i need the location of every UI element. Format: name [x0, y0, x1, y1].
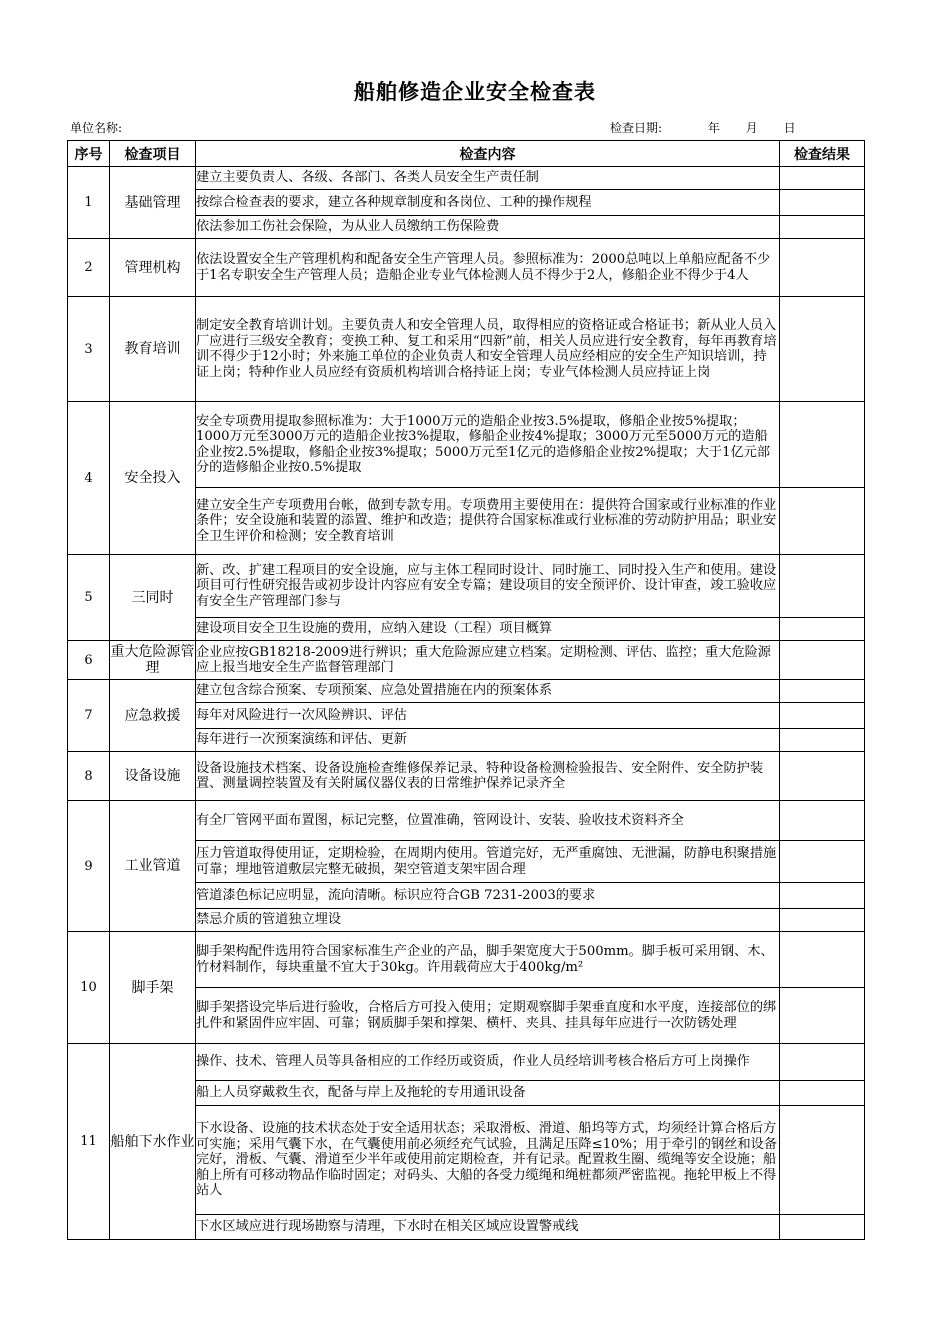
- section-category: 重大危险源管理: [110, 641, 196, 680]
- check-item-text: 压力管道取得使用证，定期检验，在周期内使用。管道完好，无严重腐蚀、无泄漏，防静电积聚措施可靠；埋地管道敷层完整无破损，架空管道支架牢固合理: [196, 846, 777, 877]
- section-number: 1: [68, 167, 110, 239]
- check-item: [196, 752, 780, 801]
- check-item: [196, 988, 780, 1044]
- result-cell[interactable]: [780, 1106, 865, 1215]
- result-cell[interactable]: [780, 1081, 865, 1106]
- header-result: 检查结果: [780, 141, 865, 167]
- check-item-text: 禁忌介质的管道独立埋设: [196, 912, 342, 928]
- result-cell[interactable]: [780, 909, 865, 932]
- result-cell[interactable]: [780, 752, 865, 801]
- check-item: [196, 488, 780, 555]
- inspection-table: [67, 140, 865, 1240]
- result-cell[interactable]: [780, 1215, 865, 1240]
- result-cell[interactable]: [780, 729, 865, 752]
- check-item-text: 设备设施技术档案、设备设施检查维修保养记录、特种设备检测检验报告、安全附件、安全防护装置、测量调控装置及有关附属仪器仪表的日常维护保养记录齐全: [196, 760, 764, 791]
- result-cell[interactable]: [780, 988, 865, 1044]
- check-item: [196, 641, 780, 680]
- section-category: 工业管道: [110, 801, 196, 932]
- result-cell[interactable]: [780, 167, 865, 190]
- result-cell[interactable]: [780, 932, 865, 988]
- check-item: [196, 216, 780, 239]
- unit-name-label: 单位名称:: [70, 121, 123, 135]
- check-item-text: 依法设置安全生产管理机构和配备安全生产管理人员。参照标准为：2000总吨以上单船应配备不少于1名专职安全生产管理人员；造船企业专业气体检测人员不得少于2人，修船企业不得少于4人: [196, 252, 771, 283]
- check-item: [196, 883, 780, 909]
- page-title: 船舶修造企业安全检查表: [354, 79, 596, 104]
- table-row: [68, 932, 865, 988]
- section-number: 3: [68, 297, 110, 402]
- result-cell[interactable]: [780, 680, 865, 703]
- result-cell[interactable]: [780, 883, 865, 909]
- section-number: 5: [68, 555, 110, 641]
- check-item: [196, 167, 780, 190]
- check-item: [196, 190, 780, 216]
- check-item: [196, 909, 780, 932]
- result-cell[interactable]: [780, 703, 865, 729]
- check-item-text: 下水区域应进行现场勘察与清理，下水时在相关区域应设置警戒线: [196, 1219, 579, 1235]
- check-item-text: 管道漆色标记应明显，流向清晰。标识应符合GB 7231-2003的要求: [196, 887, 596, 903]
- check-item: [196, 297, 780, 402]
- check-item: [196, 1044, 780, 1081]
- result-cell[interactable]: [780, 641, 865, 680]
- section-number: 2: [68, 239, 110, 297]
- check-item: [196, 841, 780, 883]
- section-category: 安全投入: [110, 402, 196, 555]
- check-item: [196, 618, 780, 641]
- result-cell[interactable]: [780, 190, 865, 216]
- table-row: [68, 641, 865, 680]
- check-item-text: 制定安全教育培训计划。主要负责人和安全管理人员，取得相应的资格证或合格证书；新从业人员入厂应进行三级安全教育；变换工种、复工和采用“四新”前，相关人员应进行安全教育，每年再教育培训不得少于12小时；外来施工单位的企业负责人和安全管理人员应经相应的安全生产知识培训，持证上岗；特种作业人员应经有资质机构培训合格持证上岗；专业气体检测人员应持证上岗: [196, 318, 777, 380]
- table-row: [68, 239, 865, 297]
- check-date-day: 日: [783, 121, 796, 135]
- section-category: 应急救援: [110, 680, 196, 752]
- table-row: [68, 297, 865, 402]
- table-row: [68, 680, 865, 703]
- section-number: 8: [68, 752, 110, 801]
- check-item: [196, 402, 780, 488]
- check-item-text: 建立包含综合预案、专项预案、应急处置措施在内的预案体系: [196, 683, 553, 699]
- result-cell[interactable]: [780, 618, 865, 641]
- check-item-text: 新、改、扩建工程项目的安全设施，应与主体工程同时设计、同时施工、同时投入生产和使用。建设项目可行性研究报告或初步设计内容应有安全专篇；建设项目的安全预评价、设计审查，竣工验收应有安全生产管理部门参与: [196, 562, 777, 609]
- section-category: 管理机构: [110, 239, 196, 297]
- table-header-row: [68, 141, 865, 167]
- result-cell[interactable]: [780, 801, 865, 841]
- check-item-text: 按综合检查表的要求，建立各种规章制度和各岗位、工种的操作规程: [196, 194, 592, 210]
- section-number: 7: [68, 680, 110, 752]
- header-category: 检查项目: [110, 141, 196, 167]
- check-item: [196, 1081, 780, 1106]
- result-cell[interactable]: [780, 488, 865, 555]
- check-date-year: 年: [707, 121, 720, 135]
- check-item-text: 企业应按GB18218-2009进行辨识；重大危险源应建立档案。定期检测、评估、监控；重大危险源应上报当地安全生产监督管理部门: [196, 644, 771, 675]
- section-number: 6: [68, 641, 110, 680]
- check-item: [196, 932, 780, 988]
- table-row: [68, 801, 865, 841]
- table-row: [68, 167, 865, 190]
- result-cell[interactable]: [780, 216, 865, 239]
- result-cell[interactable]: [780, 555, 865, 618]
- check-item-text: 船上人员穿戴救生衣，配备与岸上及拖轮的专用通讯设备: [196, 1085, 526, 1101]
- section-number: 11: [68, 1044, 110, 1240]
- section-category: 三同时: [110, 555, 196, 641]
- check-item-text: 有全厂管网平面布置图，标记完整，位置准确，管网设计、安装、验收技术资料齐全: [196, 812, 684, 828]
- check-item: [196, 239, 780, 297]
- check-item-text: 脚手架搭设完毕后进行验收，合格后方可投入使用；定期观察脚手架垂直度和水平度，连接部位的绑扎件和紧固件应牢固、可靠；钢质脚手架和撑架、横杆、夹具、挂具每年应进行一次防锈处理: [196, 1000, 777, 1031]
- check-item: [196, 729, 780, 752]
- check-date-month: 月: [745, 121, 758, 135]
- check-item-text: 每年进行一次预案演练和评估、更新: [196, 732, 407, 748]
- check-item: [196, 555, 780, 618]
- check-date: [610, 119, 818, 136]
- check-item-text: 依法参加工伤社会保险，为从业人员缴纳工伤保险费: [196, 219, 500, 235]
- section-number: 9: [68, 801, 110, 932]
- check-date-label: 检查日期:: [610, 121, 663, 135]
- table-row: [68, 752, 865, 801]
- table-row: [68, 402, 865, 488]
- check-item: [196, 680, 780, 703]
- check-item-text: 安全专项费用提取参照标准为：大于1000万元的造船企业按3.5%提取，修船企业按5%提取；1000万元至3000万元的造船企业按3%提取，修船企业按4%提取；3000万元至5000万元的造船企业按2.5%提取，修船企业按3%提取；5000万元至1亿元的造修船企业按2%提取；大于1亿元部分的造修船企业按0.5%提取: [196, 413, 771, 475]
- header-content: 检查内容: [196, 141, 780, 167]
- check-item-text: 建立主要负责人、各级、各部门、各类人员安全生产责任制: [196, 170, 539, 186]
- table-row: [68, 1044, 865, 1081]
- result-cell[interactable]: [780, 239, 865, 297]
- check-item-text: 操作、技术、管理人员等具备相应的工作经历或资质，作业人员经培训考核合格后方可上岗操作: [196, 1054, 750, 1070]
- section-number: 10: [68, 932, 110, 1044]
- check-item: [196, 1106, 780, 1215]
- section-category: 教育培训: [110, 297, 196, 402]
- check-item: [196, 801, 780, 841]
- section-number: 4: [68, 402, 110, 555]
- result-cell[interactable]: [780, 402, 865, 488]
- result-cell[interactable]: [780, 1044, 865, 1081]
- section-category: 设备设施: [110, 752, 196, 801]
- check-item-text: 脚手架构配件选用符合国家标准生产企业的产品，脚手架宽度大于500mm。脚手板可采用钢、木、竹材料制作，每块重量不宜大于30kg。许用载荷应大于400kg/m²: [196, 944, 774, 975]
- result-cell[interactable]: [780, 841, 865, 883]
- table-body: [68, 167, 865, 1240]
- check-item-text: 每年对风险进行一次风险辨识、评估: [196, 707, 407, 723]
- table-row: [68, 555, 865, 618]
- check-item-text: 建立安全生产专项费用台帐，做到专款专用。专项费用主要使用在：提供符合国家或行业标准的作业条件；安全设施和装置的添置、维护和改造；提供符合国家标准或行业标准的劳动防护用品；职业安全卫生评价和检测；安全教育培训: [196, 497, 777, 544]
- check-item-text: 建设项目安全卫生设施的费用，应纳入建设（工程）项目概算: [196, 621, 553, 637]
- check-item: [196, 1215, 780, 1240]
- section-category: 脚手架: [110, 932, 196, 1044]
- section-category: 基础管理: [110, 167, 196, 239]
- check-item: [196, 703, 780, 729]
- section-category: 船舶下水作业: [110, 1044, 196, 1240]
- result-cell[interactable]: [780, 297, 865, 402]
- check-item-text: 下水设备、设施的技术状态处于安全适用状态；采取滑板、滑道、船坞等方式，均须经计算合格后方可实施；采用气囊下水，在气囊使用前必须经充气试验，且满足压降≤10%；用于牵引的钢丝和设备完好，滑板、气囊、滑道至少半年或使用前定期检查，并有记录。配置救生圈、缆绳等安全设施；船舶上所有可移动物品作临时固定；对码头、大船的各受力缆绳和绳桩都须严密监视。拖轮甲板上不得站人: [196, 1121, 778, 1199]
- header-num: 序号: [68, 141, 110, 167]
